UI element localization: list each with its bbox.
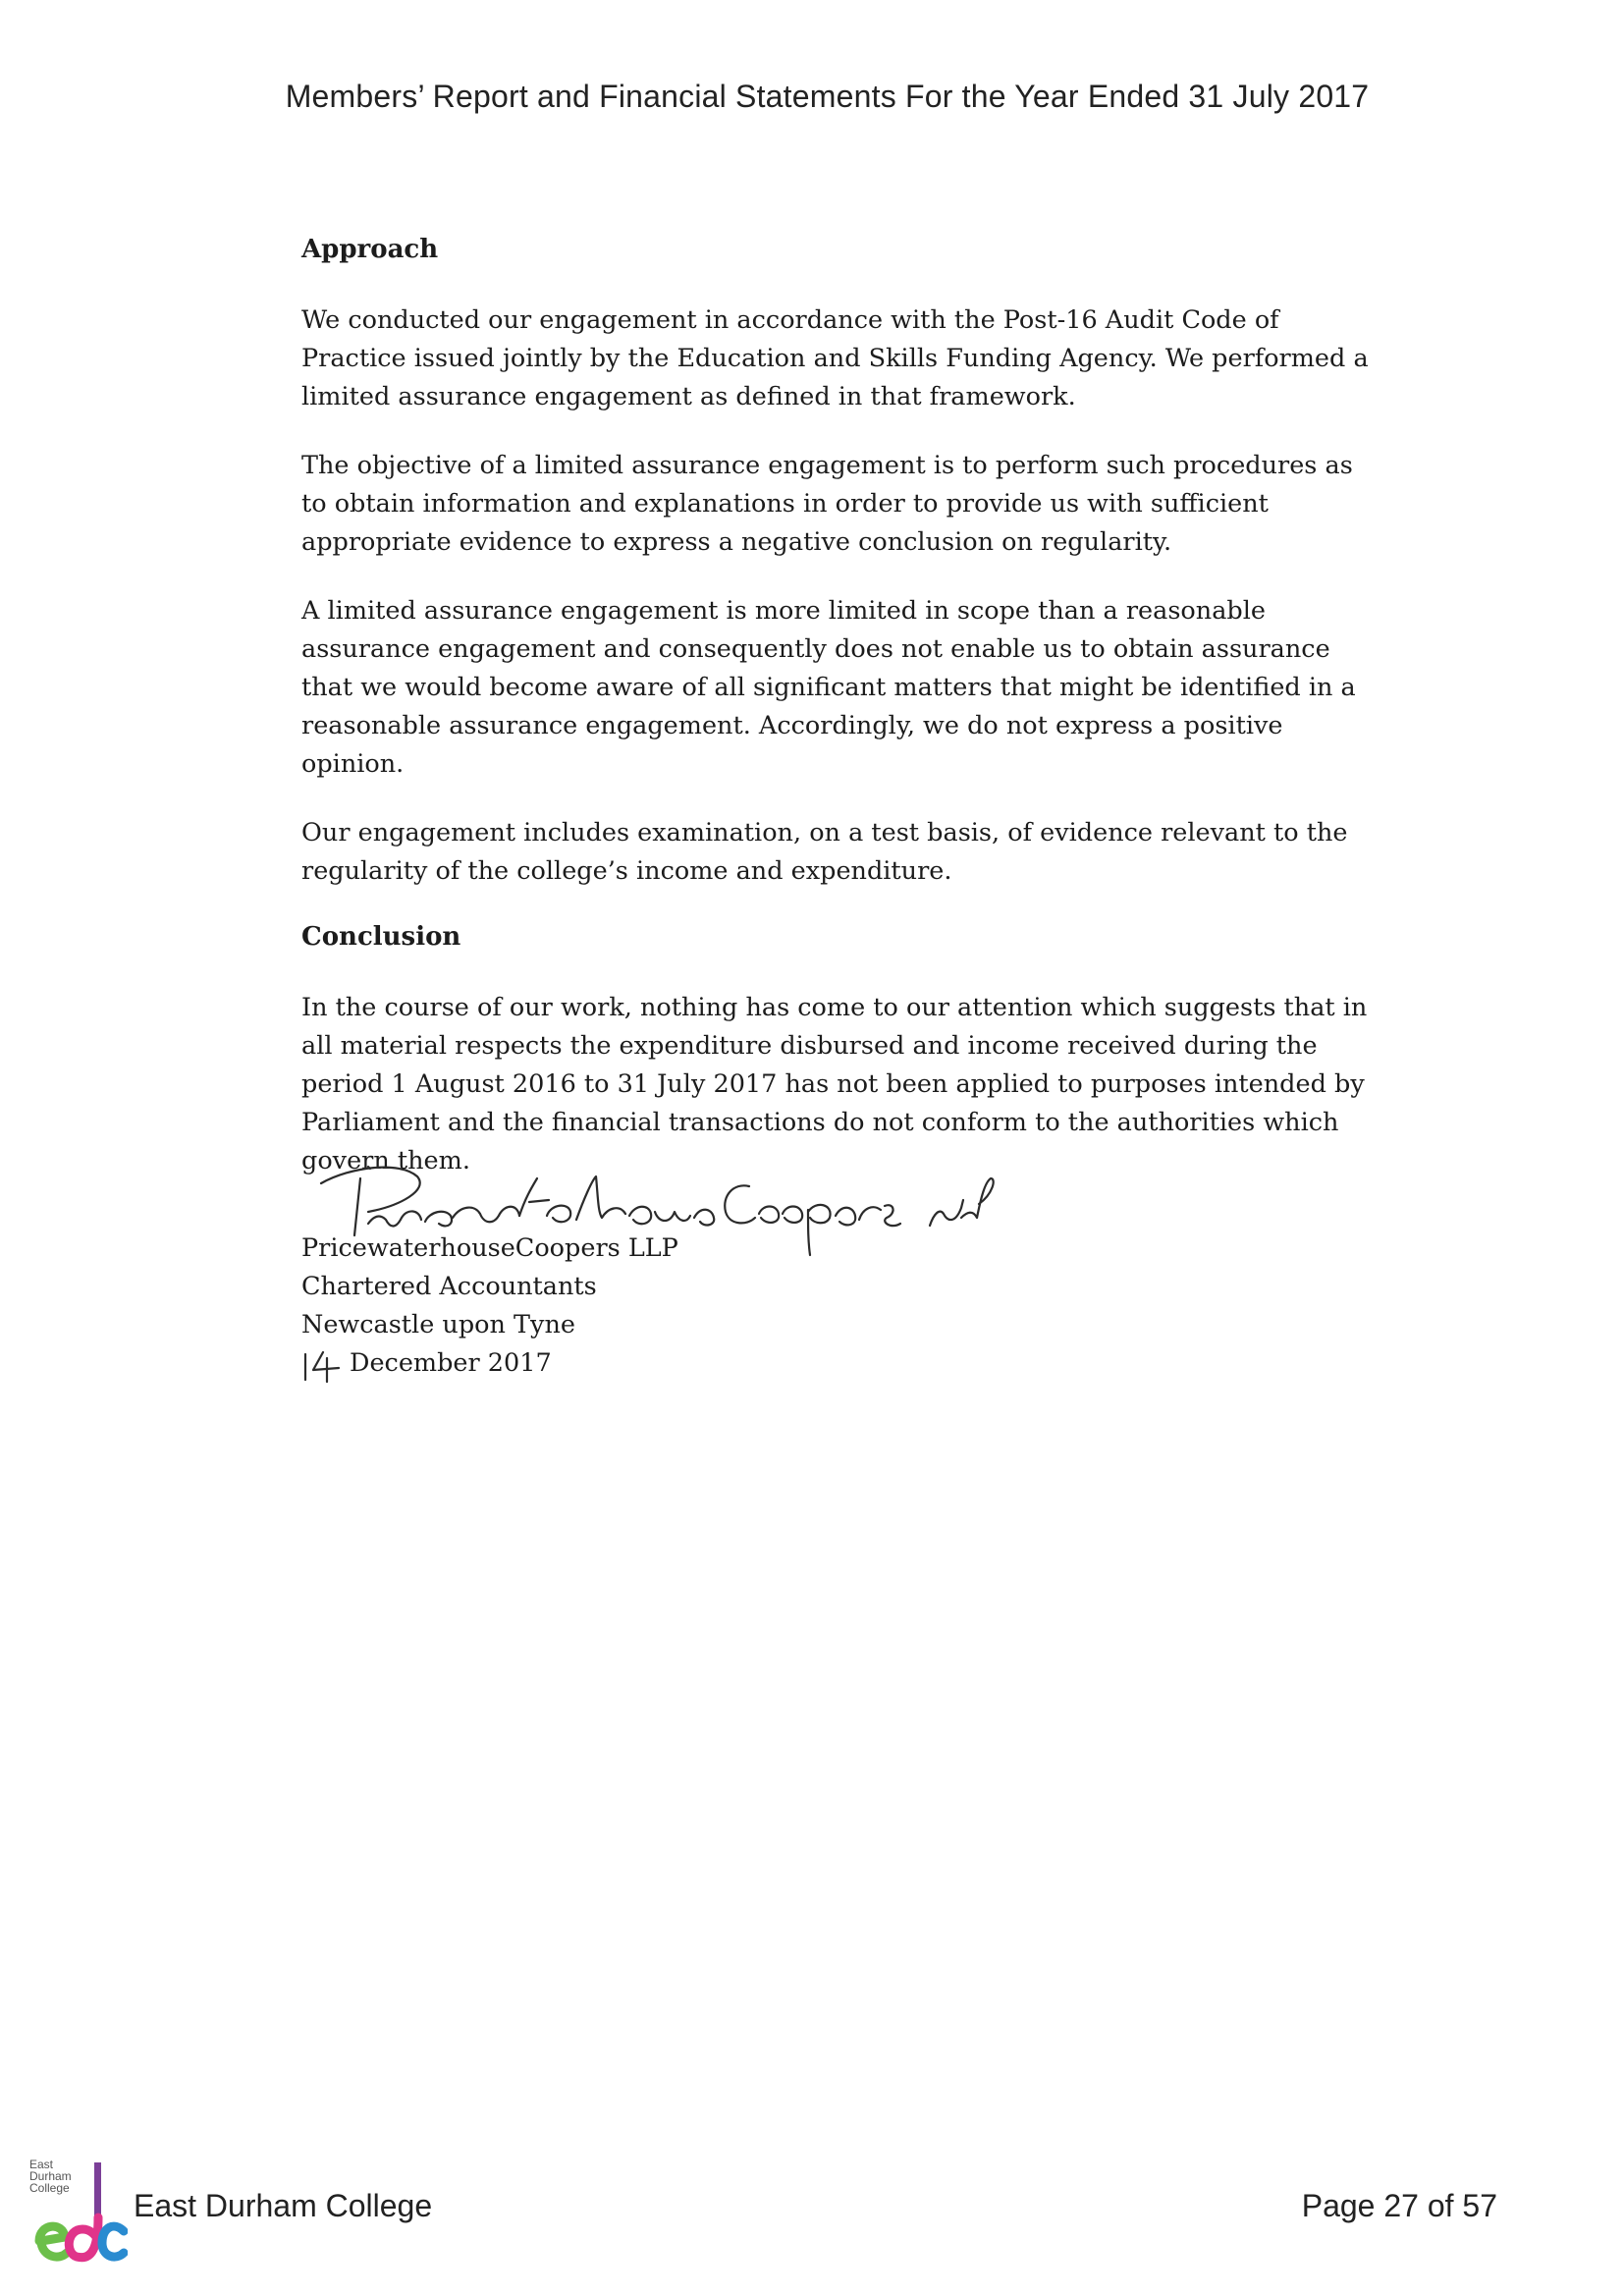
signatory-details bbox=[301, 1230, 678, 1383]
report-body bbox=[301, 231, 1377, 1211]
approach-paragraph: The objective of a limited assurance engagement is to perform such procedures as to obtain information and explanations in order to provide us with sufficient appropriate evidence to express a negative conclusion on regularity. bbox=[301, 451, 1353, 557]
signature-block bbox=[301, 1139, 1185, 1394]
conclusion-heading: Conclusion bbox=[301, 922, 461, 952]
approach-paragraph: Our engagement includes examination, on a test basis, of evidence relevant to the regularity of the college’s income and expenditure. bbox=[301, 818, 1348, 886]
footer-organisation: East Durham College bbox=[134, 2188, 433, 2223]
approach-paragraph: We conducted our engagement in accordance with the Post-16 Audit Code of Practice issued jointly by the Education and Skills Funding Agency. We performed a limited assurance engagement as defined in that framework. bbox=[301, 305, 1369, 411]
handwritten-day bbox=[299, 1350, 345, 1384]
signatory-firm: PricewaterhouseCoopers LLP bbox=[301, 1233, 678, 1263]
signatory-title: Chartered Accountants bbox=[301, 1272, 597, 1301]
logo-word: College bbox=[29, 2181, 70, 2195]
approach-paragraph: A limited assurance engagement is more limited in scope than a reasonable assurance engagement and consequently does not enable us to obtain assurance that we would become aware of all significant matters that might be identified in a reasonable assurance engagement. Accordingly, we do not express a positive opinion. bbox=[301, 596, 1356, 779]
logo-mark bbox=[29, 2159, 128, 2267]
college-logo bbox=[29, 2159, 128, 2267]
page-footer bbox=[0, 2151, 1623, 2269]
logo-word: Durham bbox=[29, 2169, 72, 2183]
signatory-location: Newcastle upon Tyne bbox=[301, 1310, 575, 1339]
logo-word: East bbox=[29, 2158, 54, 2171]
page-number: Page 27 of 57 bbox=[1301, 2188, 1497, 2223]
approach-heading: Approach bbox=[301, 235, 439, 264]
conclusion-paragraph: In the course of our work, nothing has come to our attention which suggests that in all material respects the expenditure disbursed and income received during the period 1 August 2016 to 31 July 2017 has not been applied to purposes intended by Parliament and the financial transactions do not conform to the authorities which govern them. bbox=[301, 993, 1368, 1175]
running-header: Members’ Report and Financial Statements For the Year Ended 31 July 2017 bbox=[285, 79, 1370, 114]
signature-date-text: December 2017 bbox=[350, 1348, 552, 1378]
signature-date bbox=[301, 1344, 678, 1383]
